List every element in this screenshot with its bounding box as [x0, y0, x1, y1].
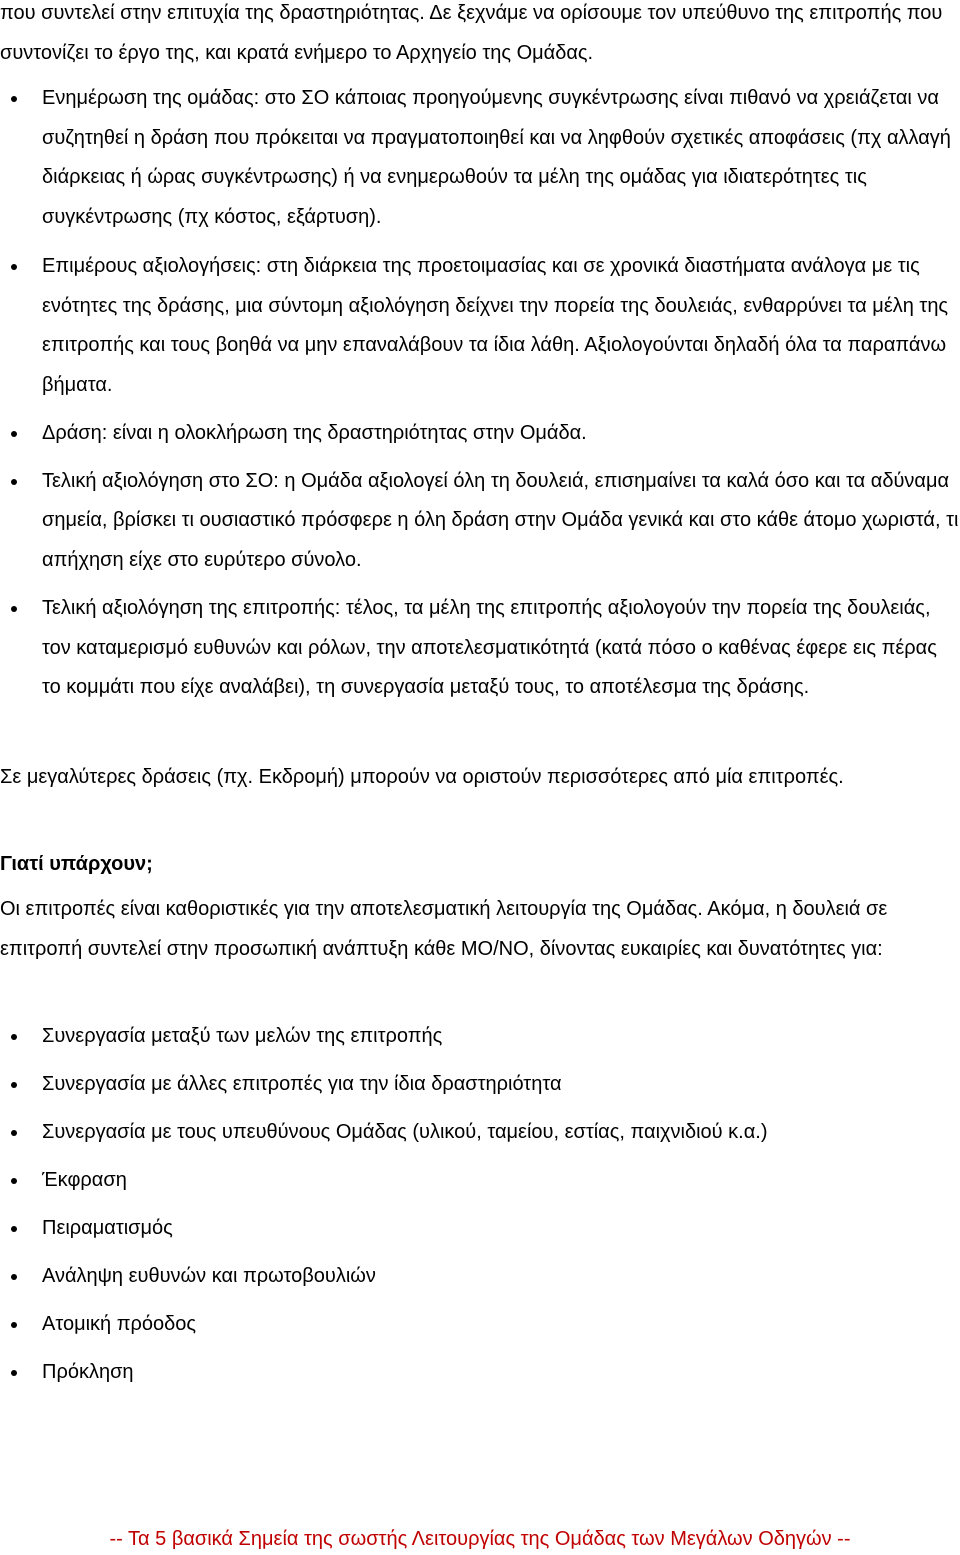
list-item: [0, 1017, 960, 1057]
step-text: Τελική αξιολόγηση της επιτροπής: τέλος, τα μέλη της επιτροπής αξιολογούν την πορεία της δουλειάς, τον καταμερισμό ευθυνών και ρόλων, την αποτελεσματικότητά (κατά πόσο ο καθένας έφερε εις πέρας το κομμάτι που είχε αναλάβει), τη συνεργασία μεταξύ τους, το αποτέλεσμα της δράσης.: [42, 597, 937, 698]
list-item: [0, 1353, 960, 1393]
bullet-icon: [11, 479, 17, 485]
benefit-text: Πειραματισμός: [42, 1217, 173, 1239]
step-text: Επιμέρους αξιολογήσεις: στη διάρκεια της προετοιμασίας και σε χρονικά διαστήματα ανάλογα με τις ενότητες της δράσης, μια σύντομη αξιολόγηση δείχνει την πορεία της δουλειάς, ενθαρρύνει τα μέλη της επιτροπής και τους βοηθά να μην επαναλάβουν τα ίδια λάθη. Αξιολογούνται δηλαδή όλα τα παραπάνω βήματα.: [42, 255, 949, 396]
bullet-icon: [11, 431, 17, 437]
intro-continuation-paragraph: που συντελεί στην επιτυχία της δραστηριότητας. Δε ξεχνάμε να ορίσουμε τον υπεύθυνο της επιτροπής που συντονίζει το έργο της, και κρατά ενήμερο το Αρχηγείο της Ομάδας.: [0, 2, 943, 64]
why-heading: Γιατί υπάρχουν;: [0, 853, 153, 875]
list-item: [0, 1257, 960, 1297]
list-item: [0, 247, 960, 405]
bullet-icon: [11, 1322, 17, 1328]
list-item: [0, 414, 960, 454]
bullet-icon: [11, 1082, 17, 1088]
list-item: [0, 1209, 960, 1249]
list-item: [0, 1065, 960, 1105]
list-item: [0, 462, 960, 581]
step-text: Τελική αξιολόγηση στο ΣΟ: η Ομάδα αξιολογεί όλη τη δουλειά, επισημαίνει τα καλά όσο και τα αδύναμα σημεία, βρίσκει τι ουσιαστικό πρόσφερε η όλη δράση στην Ομάδα γενικά και στο κάθε άτομο χωριστά, τι απήχηση είχε στο ευρύτερο σύνολο.: [42, 469, 959, 571]
list-item: [0, 79, 960, 237]
list-item: [0, 1305, 960, 1345]
benefit-text: Ατομική πρόοδος: [42, 1313, 197, 1335]
steps-list: [0, 79, 960, 708]
step-text: Δράση: είναι η ολοκλήρωση της δραστηριότητας στην Ομάδα.: [42, 422, 587, 444]
list-item: [0, 1161, 960, 1201]
why-paragraph: Οι επιτροπές είναι καθοριστικές για την αποτελεσματική λειτουργία της Ομάδας. Ακόμα, η δουλειά σε επιτροπή συντελεί στην προσωπική ανάπτυξη κάθε ΜΟ/ΝΟ, δίνοντας ευκαιρίες και δυνατότητες για:: [0, 898, 888, 960]
benefits-list: [0, 1017, 960, 1393]
bullet-icon: [11, 96, 17, 102]
bullet-icon: [11, 1274, 17, 1280]
benefit-text: Πρόκληση: [42, 1361, 134, 1383]
list-item: [0, 1113, 960, 1153]
benefit-text: Έκφραση: [42, 1169, 127, 1191]
bullet-icon: [11, 1226, 17, 1232]
list-item: [0, 589, 960, 708]
bullet-icon: [11, 1034, 17, 1040]
benefit-text: Συνεργασία με τους υπευθύνους Ομάδας (υλικού, ταμείου, εστίας, παιχνιδιού κ.α.): [42, 1121, 768, 1143]
step-text: Ενημέρωση της ομάδας: στο ΣΟ κάποιας προηγούμενης συγκέντρωσης είναι πιθανό να χρειάζεται να συζητηθεί η δράση που πρόκειται να πραγματοποιηθεί και να ληφθούν σχετικές αποφάσεις (πχ αλλαγή διάρκειας ή ώρας συγκέντρωσης) ή να ενημερωθούν τα μέλη της ομάδας για ιδιατερότητες τις συγκέντρωσης (πχ κόστος, εξάρτυση).: [42, 87, 951, 228]
bullet-icon: [11, 606, 17, 612]
benefit-text: Συνεργασία με άλλες επιτροπές για την ίδια δραστηριότητα: [42, 1073, 562, 1095]
bullet-icon: [11, 1370, 17, 1376]
bullet-icon: [11, 1178, 17, 1184]
benefit-text: Συνεργασία μεταξύ των μελών της επιτροπής: [42, 1025, 443, 1047]
benefit-text: Ανάληψη ευθυνών και πρωτοβουλιών: [42, 1265, 376, 1287]
larger-actions-paragraph: Σε μεγαλύτερες δράσεις (πχ. Εκδρομή) μπορούν να οριστούν περισσότερες από μία επιτροπές.: [0, 766, 844, 788]
bullet-icon: [11, 264, 17, 270]
page-footer: -- Τα 5 βασικά Σημεία της σωστής Λειτουργίας της Ομάδας των Μεγάλων Οδηγών --: [109, 1528, 851, 1550]
bullet-icon: [11, 1130, 17, 1136]
